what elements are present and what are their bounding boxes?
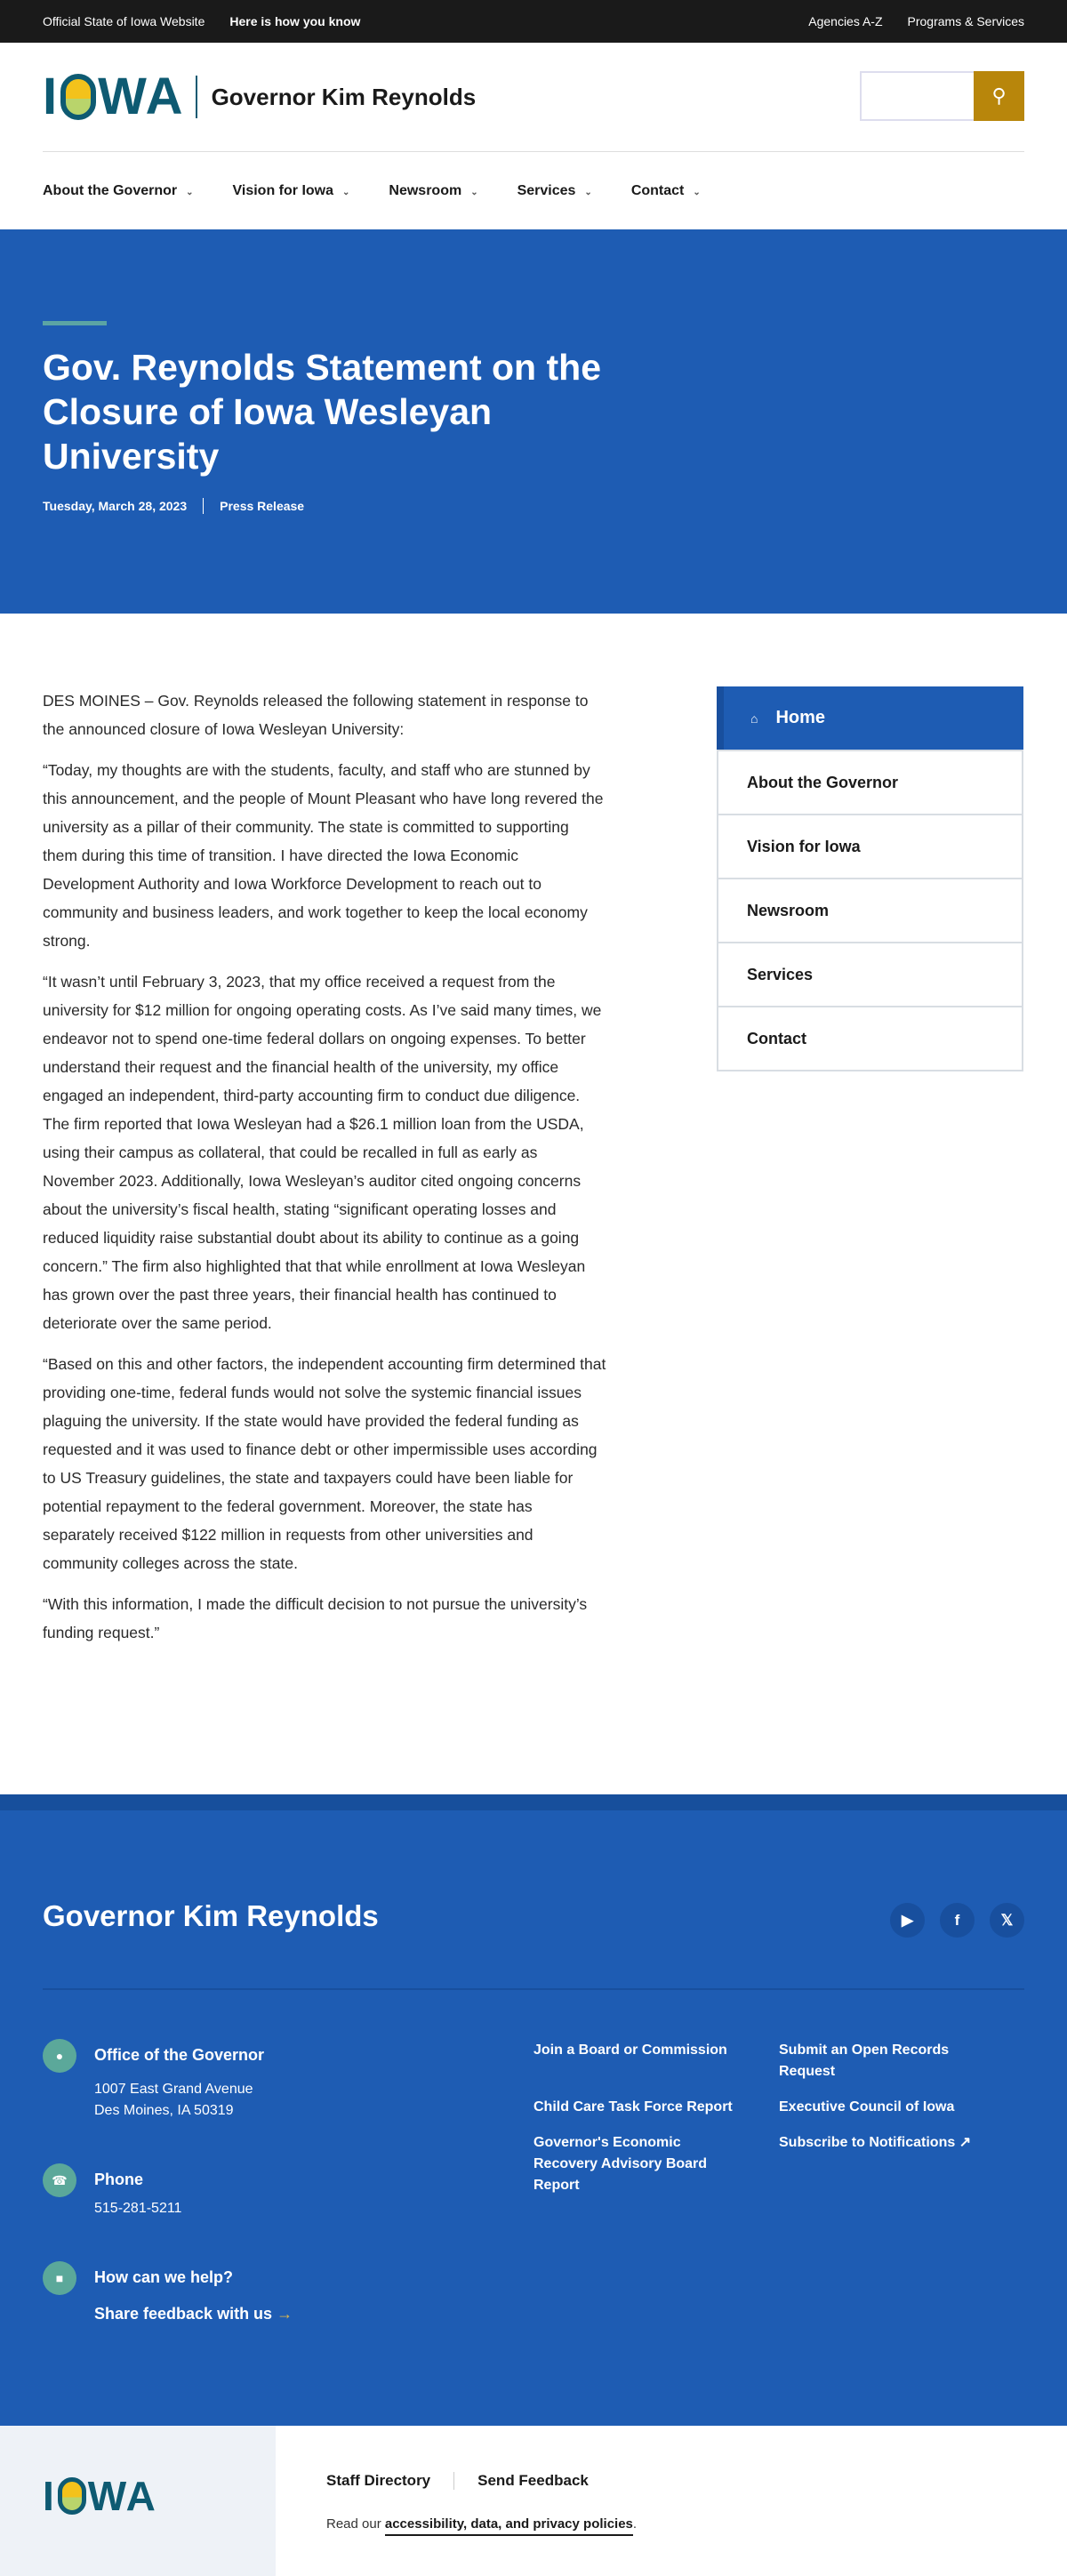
paragraph: “It wasn’t until February 3, 2023, that my office received a request from the university for $12 million for ongoing operating costs. As I’ve said many times, we endeavor not to spend one-time federal dollars on ongoing expenses. To better understand their request and the financial health of the university, my office engaged an independent, third-party accounting firm to conduct due diligence. The firm reported that Iowa Wesleyan had a $26.1 million loan from the USDA, using their campus as collateral, that could be recalled in full as early as November 2023. Additionally, Iowa Wesleyan’s auditor cited ongoing concerns about the university’s fiscal health, stating “significant operating losses and reduced liquidity raise substantial doubt about its ability to continue as a going concern.” The firm also highlighted that that while enrollment at Iowa Wesleyan has grown over the past three years, their financial health has continued to deteriorate over the same period.	[43, 973, 602, 1332]
footer-title: Governor Kim Reynolds	[43, 1899, 379, 1932]
chevron-down-icon: ⌄	[470, 188, 478, 197]
office-contact	[43, 2039, 264, 2122]
sidebar-item-about[interactable]: About the Governor	[718, 750, 1022, 814]
site-header	[0, 43, 1067, 229]
paragraph: “With this information, I made the difficult decision to not pursue the university’s funding request.”	[43, 1595, 588, 1641]
programs-link[interactable]: Programs & Services	[907, 14, 1024, 28]
article-meta	[43, 498, 304, 514]
agencies-link[interactable]: Agencies A-Z	[808, 14, 883, 28]
sidebar-item-services[interactable]: Services	[718, 942, 1022, 1006]
footer-link[interactable]: Submit an Open Records Request	[779, 2042, 950, 2079]
footer-link[interactable]: Child Care Task Force Report	[534, 2099, 733, 2115]
search-form	[860, 71, 1024, 121]
iowa-logo: I WA	[43, 68, 185, 125]
how-you-know-link[interactable]: Here is how you know	[229, 14, 361, 28]
bottom-links	[326, 2472, 589, 2490]
footer-link[interactable]: Executive Council of Iowa	[779, 2099, 955, 2115]
address-line: 1007 East Grand Avenue	[94, 2082, 253, 2097]
paragraph: “Based on this and other factors, the independent accounting firm determined that providing one-time, federal funds would not solve the systemic financial issues plaguing the university. If the state would have provided the federal funding as requested and it was used to finance debt or other impermissible uses according to US Treasury guidelines, the state and taxpayers could have been liable for potential repayment to the federal government. Moreover, the state has separately received $122 million in requests from other universities and community colleges across the state.	[43, 1355, 606, 1572]
search-icon: ⚲	[991, 84, 1007, 107]
phone-icon: ☎	[43, 2163, 76, 2197]
home-logo-link[interactable]	[43, 68, 477, 125]
home-icon: ⌂	[750, 710, 758, 726]
sidebar-item-vision[interactable]: Vision for Iowa	[718, 814, 1022, 878]
arrow-right-icon: →	[277, 2305, 293, 2323]
nav-newsroom[interactable]: Newsroom ⌄	[389, 183, 478, 198]
bottom-bar	[0, 2426, 1067, 2576]
paragraph: DES MOINES – Gov. Reynolds released the following statement in response to the announced closure of Iowa Wesleyan University:	[43, 692, 589, 738]
policies-text: Read our accessibility, data, and privacy policies.	[326, 2516, 637, 2532]
map-pin-icon: ●	[43, 2039, 76, 2073]
chevron-down-icon: ⌄	[186, 188, 194, 197]
iowa-logo: I WA	[43, 2473, 157, 2519]
sidebar-item-newsroom[interactable]: Newsroom	[718, 878, 1022, 942]
nav-vision[interactable]: Vision for Iowa ⌄	[232, 183, 350, 198]
accent-bar	[43, 321, 107, 325]
footer-divider	[43, 1988, 1024, 1990]
sidebar-nav	[717, 686, 1023, 1071]
search-input[interactable]	[860, 71, 974, 121]
nav-about[interactable]: About the Governor ⌄	[43, 183, 194, 198]
office-title: Office of the Governor	[94, 2046, 265, 2064]
x-icon: 𝕏	[990, 1903, 1024, 1938]
address-line: Des Moines, IA 50319	[94, 2103, 234, 2118]
phone-contact	[43, 2163, 181, 2219]
youtube-icon: ▶	[890, 1903, 925, 1938]
logo-divider	[196, 76, 197, 118]
nav-services[interactable]: Services ⌄	[517, 183, 592, 198]
article-type: Press Release	[220, 499, 305, 513]
search-button[interactable]	[974, 71, 1024, 121]
phone-link[interactable]: 515-281-5211	[94, 2201, 182, 2216]
chevron-down-icon: ⌄	[342, 188, 350, 197]
page-title: Gov. Reynolds Statement on the Closure of Iowa Wesleyan University	[43, 347, 601, 477]
youtube-link[interactable]	[890, 1903, 925, 1938]
footer-band	[0, 1794, 1067, 1810]
site-title: Governor Kim Reynolds	[211, 83, 477, 110]
help-title: How can we help?	[94, 2268, 234, 2286]
article-body	[43, 686, 607, 1659]
facebook-icon: f	[940, 1903, 975, 1938]
footer-link[interactable]: Governor's Economic Recovery Advisory Board Report	[534, 2135, 708, 2193]
social-links	[890, 1903, 1024, 1938]
facebook-link[interactable]	[940, 1903, 975, 1938]
official-site-text: Official State of Iowa Website	[43, 14, 205, 28]
nav-contact[interactable]: Contact ⌄	[630, 183, 701, 198]
sidebar-item-contact[interactable]: Contact	[718, 1006, 1022, 1070]
header-divider	[43, 151, 1024, 152]
page-hero	[0, 229, 1067, 614]
phone-title: Phone	[94, 2171, 144, 2188]
footer-link[interactable]: Subscribe to Notifications ↗	[779, 2135, 972, 2150]
footer-link[interactable]: Join a Board or Commission	[534, 2042, 727, 2058]
x-link[interactable]	[990, 1903, 1024, 1938]
chevron-down-icon: ⌄	[584, 188, 592, 197]
share-feedback-link[interactable]: Share feedback with us →	[94, 2305, 293, 2323]
sidebar-item-home[interactable]: ⌂ Home	[717, 686, 1023, 750]
policies-link[interactable]: accessibility, data, and privacy policies	[385, 2516, 633, 2536]
staff-directory-link[interactable]: Staff Directory	[326, 2472, 431, 2489]
official-site-banner	[0, 0, 1067, 43]
publish-date: Tuesday, March 28, 2023	[43, 499, 188, 513]
chat-icon: ■	[43, 2261, 76, 2295]
send-feedback-link[interactable]: Send Feedback	[477, 2472, 589, 2489]
meta-divider	[203, 498, 204, 514]
paragraph: “Today, my thoughts are with the students, faculty, and staff who are stunned by this announcement, and the people of Mount Pleasant who have long revered the university as a pillar of their community. The state is committed to supporting them during this time of transition. I have directed the Iowa Economic Development Authority and Iowa Workforce Development to reach out to community and business leaders, and work together to keep the local economy strong.	[43, 761, 604, 950]
link-divider	[453, 2472, 454, 2490]
external-link-icon: ↗	[959, 2135, 972, 2150]
chevron-down-icon: ⌄	[693, 188, 701, 197]
site-footer	[0, 1794, 1067, 2426]
help-contact	[43, 2261, 293, 2324]
main-nav	[43, 181, 701, 203]
